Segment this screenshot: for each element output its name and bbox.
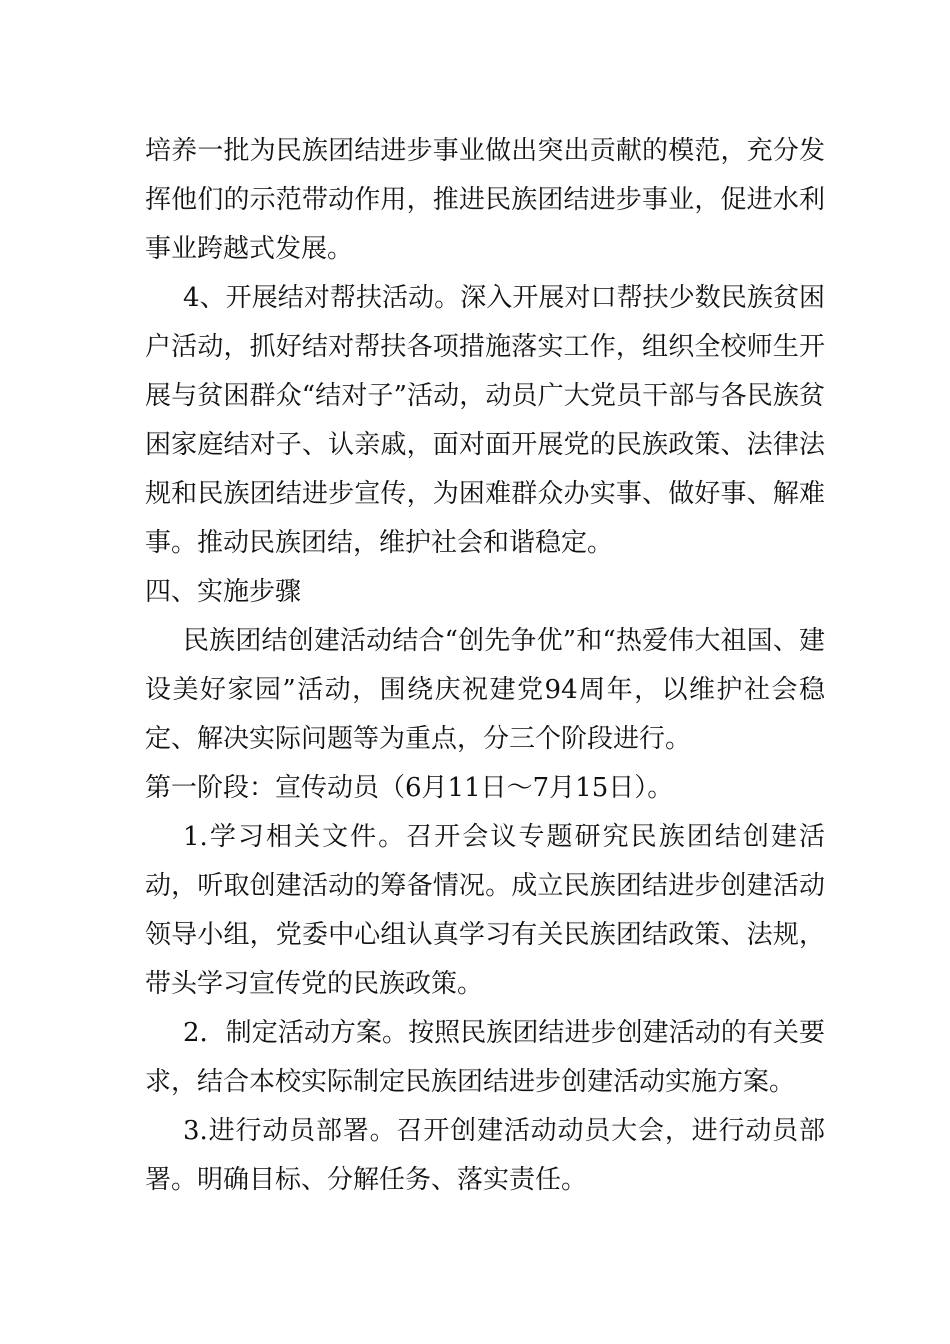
section-heading-implementation-steps: 四、实施步骤 bbox=[145, 577, 302, 607]
paragraph-activity-overview: 民族团结创建活动结合“创先争优”和“热爱伟大祖国、建设美好家园”活动，围绕庆祝建党94周年，以维护社会稳定、解决实际问题等为重点，分三个阶段进行。 bbox=[145, 626, 825, 754]
paragraph-study-documents: 1.学习相关文件。召开会议专题研究民族团结创建活动，听取创建活动的筹备情况。成立民族团结进步创建活动领导小组，党委中心组认真学习有关民族团结政策、法规，带头学习宣传党的民族政策。 bbox=[145, 822, 825, 999]
paragraph-activity-plan: 2．制定活动方案。按照民族团结进步创建活动的有关要求，结合本校实际制定民族团结进步创建活动实施方案。 bbox=[145, 1018, 825, 1097]
paragraph-mobilization: 3.进行动员部署。召开创建活动动员大会，进行动员部署。明确目标、分解任务、落实责任。 bbox=[145, 1116, 825, 1195]
paragraph-model-cultivation: 培养一批为民族团结进步事业做出突出贡献的模范，充分发挥他们的示范带动作用，推进民族团结进步事业，促进水利事业跨越式发展。 bbox=[145, 136, 825, 264]
stage-heading-first: 第一阶段：宣传动员（6月11日～7月15日）。 bbox=[145, 773, 674, 803]
paragraph-pairing-assistance: 4、开展结对帮扶活动。深入开展对口帮扶少数民族贫困户活动，抓好结对帮扶各项措施落实工作，组织全校师生开展与贫困群众“结对子”活动，动员广大党员干部与各民族贫困家庭结对子、认亲戚，面对面开展党的民族政策、法律法规和民族团结进步宣传，为困难群众办实事、做好事、解难事。推动民族团结，维护社会和谐稳定。 bbox=[145, 283, 825, 558]
document-body bbox=[145, 127, 825, 1205]
